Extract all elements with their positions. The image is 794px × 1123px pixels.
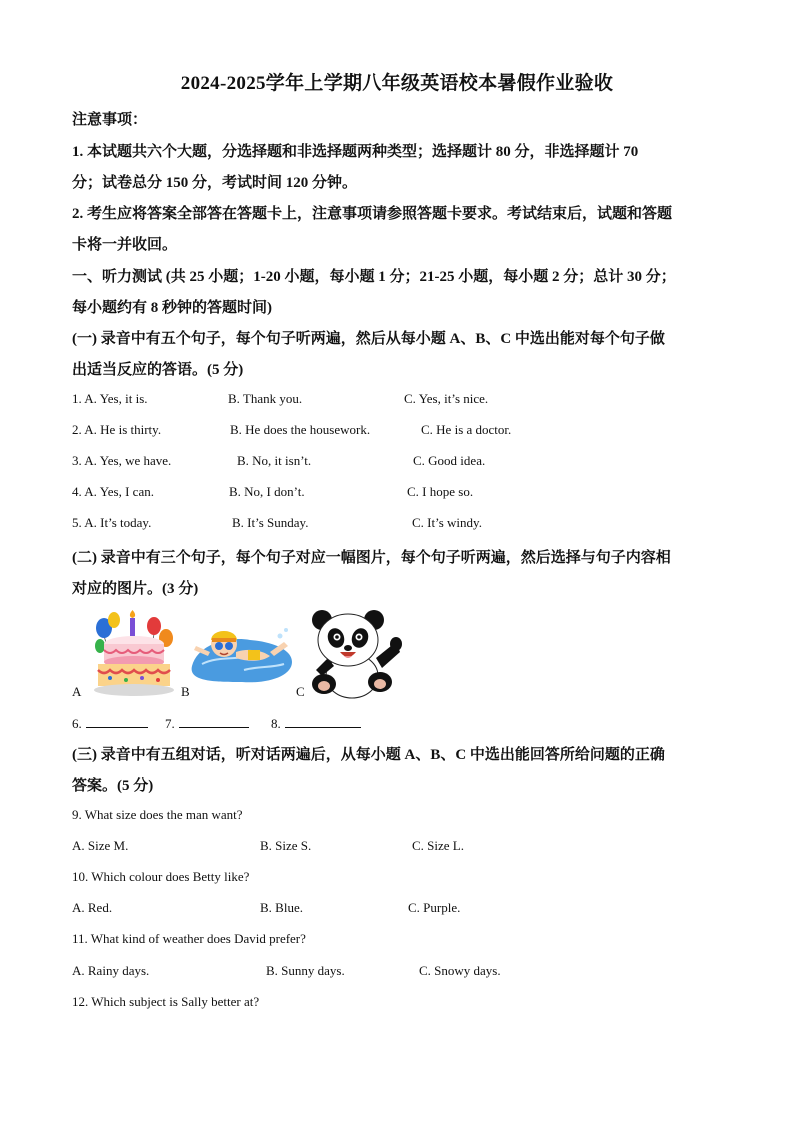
q2-option-b: B. He does the housework.: [230, 422, 371, 437]
q3-option-c: C. Good idea.: [413, 453, 486, 468]
blank-number-8: 8.: [271, 716, 281, 731]
note-1-line-1: 1. 本试题共六个大题，分选择题和非选择题两种类型；选择题计 80 分，非选择题计 70: [72, 144, 639, 160]
q10-option-c: C. Purple.: [408, 900, 461, 915]
blank-line-6[interactable]: [86, 713, 148, 728]
q4-option-a: 4. A. Yes, I can.: [72, 484, 154, 499]
q1-option-a: 1. A. Yes, it is.: [72, 391, 148, 406]
q3-option-b: B. No, it isn’t.: [237, 453, 312, 468]
q12-text: 12. Which subject is Sally better at?: [72, 994, 260, 1009]
swimming-boy-image: [188, 606, 296, 702]
part-3-heading-line-2: 答案。(5 分): [72, 778, 154, 794]
q11-text: 11. What kind of weather does David prefer?: [72, 931, 306, 946]
q9-option-b: B. Size S.: [260, 838, 312, 853]
q11-option-b: B. Sunny days.: [266, 963, 345, 978]
part-1-heading-line-2: 出适当反应的答语。(5 分): [72, 362, 244, 378]
q5-option-c: C. It’s windy.: [412, 515, 482, 530]
part-2-heading-line-1: (二) 录音中有三个句子，每个句子对应一幅图片，每个句子听两遍，然后选择与句子内容相: [72, 550, 671, 566]
q5-option-b: B. It’s Sunday.: [232, 515, 309, 530]
panda-image: [302, 606, 402, 702]
birthday-cake-image: [92, 606, 176, 702]
q11-option-a: A. Rainy days.: [72, 963, 150, 978]
q1-option-c: C. Yes, it’s nice.: [404, 391, 489, 406]
blank-number-6: 6.: [72, 716, 82, 731]
note-2-line-1: 2. 考生应将答案全部答在答题卡上，注意事项请参照答题卡要求。考试结束后，试题和答题: [72, 206, 673, 222]
section-1-heading-line-2: 每小题约有 8 秒钟的答题时间): [72, 300, 272, 316]
q4-option-c: C. I hope so.: [407, 484, 474, 499]
picture-label-b: B: [181, 684, 190, 699]
blank-number-7: 7.: [165, 716, 175, 731]
section-1-heading-line-1: 一、听力测试 (共 25 小题；1-20 小题，每小题 1 分；21-25 小题，每小题 2 分；总计 30 分；: [72, 269, 676, 285]
q9-text: 9. What size does the man want?: [72, 807, 243, 822]
q10-text: 10. Which colour does Betty like?: [72, 869, 250, 884]
part-3-heading-line-1: (三) 录音中有五组对话，听对话两遍后，从每小题 A、B、C 中选出能回答所给问题的正确: [72, 747, 665, 763]
blank-line-8[interactable]: [285, 713, 361, 728]
q3-option-a: 3. A. Yes, we have.: [72, 453, 172, 468]
q2-option-a: 2. A. He is thirty.: [72, 422, 162, 437]
q10-option-b: B. Blue.: [260, 900, 303, 915]
answer-blank-6[interactable]: [72, 713, 148, 732]
q10-option-a: A. Red.: [72, 900, 113, 915]
page-title: 2024-2025学年上学期八年级英语校本暑假作业验收: [180, 73, 614, 94]
note-1-line-2: 分；试卷总分 150 分，考试时间 120 分钟。: [72, 175, 358, 191]
blank-line-7[interactable]: [179, 713, 249, 728]
q1-option-b: B. Thank you.: [228, 391, 303, 406]
picture-label-a: A: [72, 684, 82, 699]
note-2-line-2: 卡将一并收回。: [72, 237, 178, 253]
q4-option-b: B. No, I don’t.: [229, 484, 305, 499]
part-2-heading-line-2: 对应的图片。(3 分): [72, 581, 199, 597]
q9-option-c: C. Size L.: [412, 838, 464, 853]
part-1-heading-line-1: (一) 录音中有五个句子，每个句子听两遍，然后从每小题 A、B、C 中选出能对每个句子做: [72, 331, 665, 347]
q2-option-c: C. He is a doctor.: [421, 422, 512, 437]
picture-label-c: C: [296, 684, 305, 699]
answer-blank-8[interactable]: [271, 713, 361, 732]
notes-heading: 注意事项：: [72, 112, 148, 128]
q5-option-a: 5. A. It’s today.: [72, 515, 152, 530]
q11-option-c: C. Snowy days.: [419, 963, 501, 978]
answer-blank-7[interactable]: [165, 713, 249, 732]
q9-option-a: A. Size M.: [72, 838, 129, 853]
